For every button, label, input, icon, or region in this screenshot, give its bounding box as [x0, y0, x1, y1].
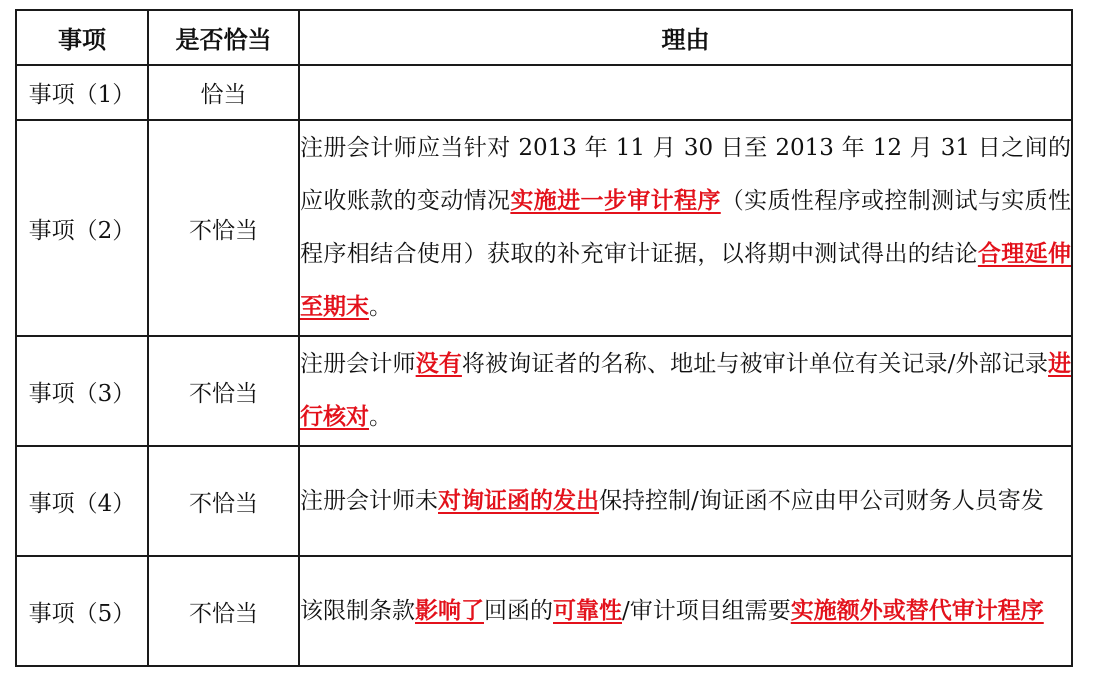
- table-row: [16, 120, 1072, 336]
- reason-text: 注册会计师应当针对 2013 年 11 月 30 日至 2013 年 12 月 31 日之间的应收账款的变动情况: [300, 135, 1071, 214]
- highlighted-phrase: 合理延伸至期末: [300, 241, 1071, 320]
- table-row: [16, 336, 1072, 446]
- reason-text: /审计项目组需要: [622, 597, 791, 624]
- reason-text: 回函的: [484, 597, 553, 624]
- reason-text: 注册会计师: [300, 351, 416, 377]
- reason-cell: [299, 446, 1072, 556]
- appropriate-cell: 不恰当: [148, 336, 299, 446]
- table-row: [16, 556, 1072, 666]
- item-cell: 事项（5）: [16, 556, 148, 666]
- item-cell: 事项（1）: [16, 65, 148, 120]
- appropriate-cell: 不恰当: [148, 556, 299, 666]
- reason-text: 注册会计师未: [300, 487, 438, 514]
- reason-text: （实质性程序或控制测试与实质性程序相结合使用）获取的补充审计证据，以将期中测试得出的结论: [300, 188, 1071, 267]
- item-cell: 事项（2）: [16, 120, 148, 336]
- highlighted-phrase: 实施额外或替代审计程序: [790, 597, 1044, 624]
- reason-cell: [299, 120, 1072, 336]
- highlighted-phrase: 影响了: [415, 597, 484, 624]
- reason-text: 该限制条款: [300, 597, 415, 624]
- audit-table: [15, 9, 1073, 667]
- header-appropriate: 是否恰当: [148, 10, 299, 65]
- highlighted-phrase: 实施进一步审计程序: [510, 188, 721, 214]
- table-row: [16, 65, 1072, 120]
- reason-cell: [299, 336, 1072, 446]
- highlighted-phrase: 没有: [415, 351, 462, 377]
- appropriate-cell: 不恰当: [148, 446, 299, 556]
- header-reason: 理由: [299, 10, 1072, 65]
- item-cell: 事项（3）: [16, 336, 148, 446]
- reason-text: 。: [369, 294, 392, 320]
- reason-cell: [299, 556, 1072, 666]
- reason-text: 将被询证者的名称、地址与被审计单位有关记录/外部记录: [461, 351, 1049, 377]
- appropriate-cell: 不恰当: [148, 120, 299, 336]
- highlighted-phrase: 进行核对: [300, 351, 1072, 430]
- item-cell: 事项（4）: [16, 446, 148, 556]
- highlighted-phrase: 可靠性: [553, 597, 622, 624]
- reason-text: 保持控制/询证函不应由甲公司财务人员寄发: [599, 487, 1044, 514]
- table-row: [16, 446, 1072, 556]
- header-item: 事项: [16, 10, 148, 65]
- highlighted-phrase: 对询证函的发出: [438, 487, 599, 514]
- header-row: [16, 10, 1072, 65]
- reason-text: 。: [369, 404, 392, 430]
- appropriate-cell: 恰当: [148, 65, 299, 120]
- reason-cell: [299, 65, 1072, 120]
